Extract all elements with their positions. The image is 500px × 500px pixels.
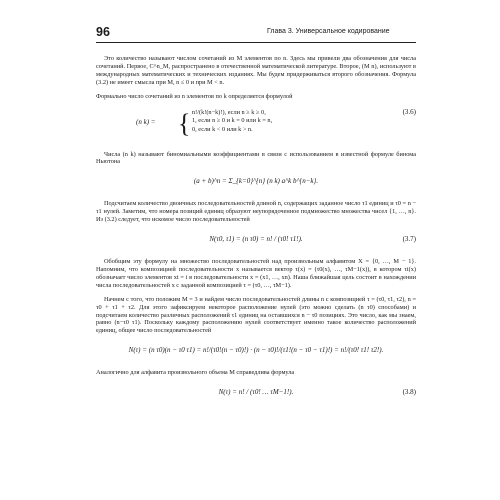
paragraph: Числа (n k) называют биномиальными коэффициентами в связи с использованием в известной формуле бинома Ньютона [96,150,416,166]
paragraph: Подсчитаем количество двоичных последовательностей длиной n, содержащих заданное число τ1 единиц и τ0 = n − τ1 нулей. Заметим, что номера позиций единиц образуют неупорядоченное подмножество множества чисел {1, …, n}. Из (3.2) следует, что искомое число последовательностей [96,200,416,224]
running-header [96,25,416,43]
formula-cases [192,109,272,135]
equation-number: (3.7) [402,235,416,244]
page-body [96,55,416,411]
formula-case: n!/(k!(n−k)!), если n ≥ k ≥ 0, [192,108,266,116]
formula-binomial [96,172,416,192]
formula-text: N(τ) = n! / (τ0! … τM−1!). [218,388,294,397]
brace-symbol: { [178,108,191,138]
equation-number: (3.8) [402,388,416,397]
page-number: 96 [96,25,110,39]
formula-3-8 [96,383,416,403]
paragraph: Начнем с того, что положим M = 3 и найдем число последовательностей длины n с композицией τ = (τ0, τ1, τ2), n = τ0 + τ1 + τ2. Для этого зафиксируем некоторое расположение нулей (это можно сделать (n τ0) способами) и подсчитаем количество различных расположений τ1 единиц на оставшихся n − τ0 позициях. Это число, как мы знаем, равно (n−τ0 τ1). Поскольку каждому расположению нулей соответствует именно такое количество расположений единиц, общее число последовательностей [96,295,416,335]
equation-number: (3.6) [402,107,416,116]
paragraph: Обобщим эту формулу на множество последовательностей над произвольным алфавитом X = {0, …, M − 1}. Напомним, что композицией последовательности x называется вектор τ(x) = (τ0(x), …, τM−1(x)), в котором τi(x) обозначает число элементов xt = i в последовательности x = (x1, …, xn). Наша ближайшая цель состоит в нахождении числа последовательностей x с заданной композицией τ = (τ0, …, τM−1). [96,258,416,289]
formula-text: N(τ) = (n τ0)(n − τ0 τ1) = n!/(τ0!(n − τ0)!) · (n − τ0)!/(τ1!(n − τ0 − τ1)!) = n!/(τ0! τ1! τ2!). [128,346,384,355]
formula-3-6 [96,107,416,143]
chapter-title: Глава 3. Универсальное кодирование [267,28,390,35]
formula-case: 0, если k < 0 или k > n. [192,125,253,133]
formula-3-7 [96,230,416,250]
formula-three-symbol [96,341,416,361]
formula-case: 1, если n ≥ 0 и k = 0 или k = n, [192,117,273,125]
formula-text: (a + b)^n = Σ_{k=0}^{n} (n k) a^k b^{n−k}. [193,177,319,186]
paragraph: Это количество называют числом сочетаний из M элементов по n. Здесь мы привели два обозначения для числа сочетаний. Первое, C^n_M, распространено в отечественной математической литературе. Второе, (M n), используют в международных математических и технических изданиях. Мы будем придерживаться второго обозначения. Формула (3.2) не имеет смысла при M, n ≤ 0 и при M < n. [96,55,416,86]
paragraph: Формально число сочетаний из n элементов по k определяется формулой [96,92,293,100]
paragraph: Аналогично для алфавита произвольного объема M справедлива формула [96,369,295,377]
formula-lhs: (n k) = [136,117,156,126]
formula-text: N(τ0, τ1) = (n τ0) = n! / (τ0! τ1!). [209,235,303,244]
